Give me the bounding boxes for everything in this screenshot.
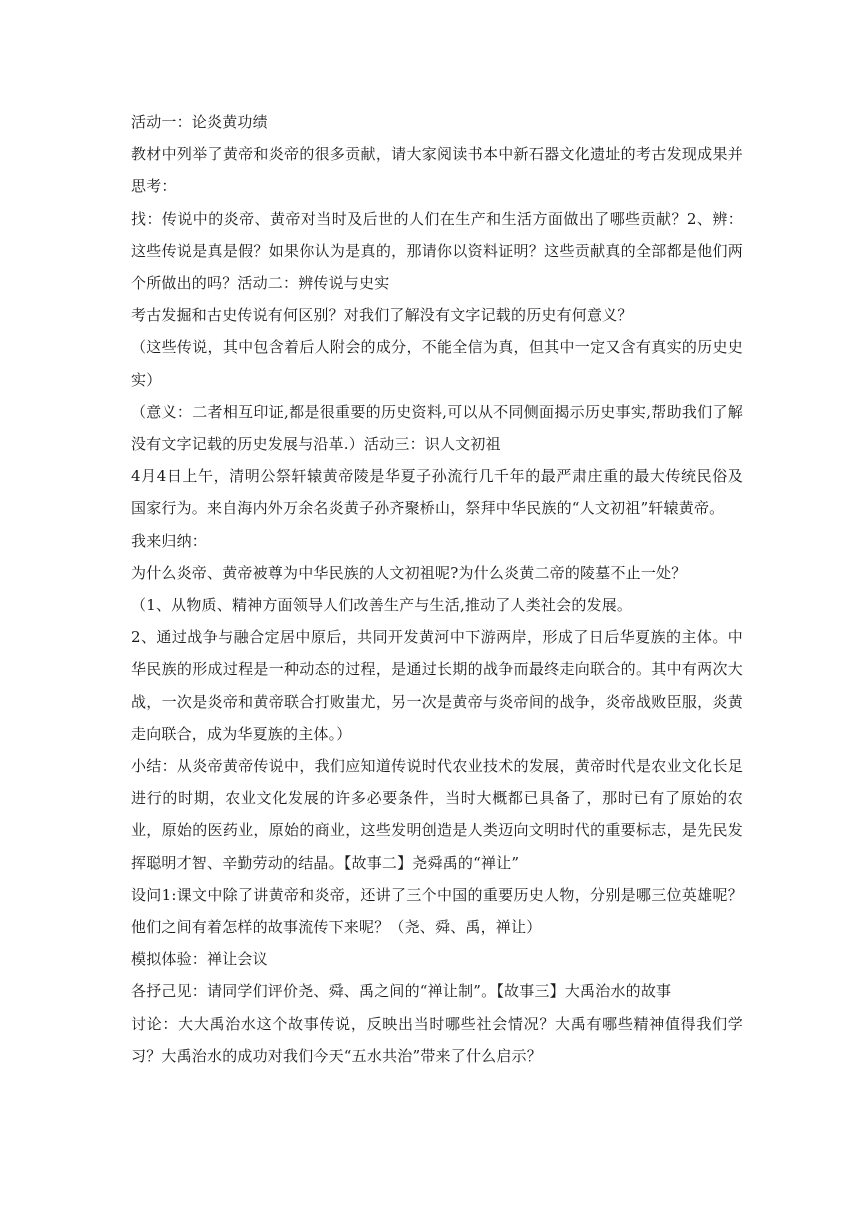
- archaeology-question-paragraph: 考古发掘和古史传说有何区别？对我们了解没有文字记载的历史有何意义？: [131, 306, 633, 325]
- document-body: [131, 106, 743, 1072]
- question-one-paragraph: 设问1:课文中除了讲黄帝和炎帝，还讲了三个中国的重要历史人物，分别是哪三位英雄呢？他们之间有着怎样的故事流传下来呢？（尧、舜、禹，禅让）: [131, 885, 743, 937]
- ancestor-question-paragraph: 为什么炎帝、黄帝被尊为中华民族的人文初祖呢?为什么炎黄二帝的陵墓不止一处？: [131, 563, 687, 582]
- activity-one-heading: 活动一：论炎黄功绩: [131, 113, 268, 131]
- answer-point-two: 2、通过战争与融合定居中原后，共同开发黄河中下游两岸，形成了日后华夏族的主体。中华民族的形成过程是一种动态的过程，是通过长期的战争而最终走向联合的。其中有两次大战，一次是炎帝和黄帝联合打败蚩尤，另一次是黄帝与炎帝间的战争，炎帝战败臣服，炎黄走向联合，成为华夏族的主体。）: [131, 628, 743, 743]
- significance-paragraph: （意义：二者相互印证,都是很重要的历史资料,可以从不同侧面揭示历史事实,帮助我们了解没有文字记载的历史发展与沿革.）活动三：识人文初祖: [131, 402, 743, 454]
- find-and-discern-paragraph: 找：传说中的炎帝、黄帝对当时及后世的人们在生产和生活方面做出了哪些贡献？2、辨：这些传说是真是假？如果你认为是真的，那请你以资料证明？这些贡献真的全部都是他们两个所做出的吗？活动二：辨传说与史实: [131, 209, 743, 293]
- simulation-line: 模拟体验：禅让会议: [131, 950, 268, 969]
- conclusion-paragraph: 小结：从炎帝黄帝传说中，我们应知道传说时代农业技术的发展，黄帝时代是农业文化长足进行的时期，农业文化发展的许多必要条件，当时大概都已具备了，那时已有了原始的农业，原始的医药业，原始的商业，这些发明创造是人类迈向文明时代的重要标志，是先民发挥聪明才智、辛勤劳动的结晶。【故事二】尧舜禹的“禅让”: [131, 757, 743, 872]
- qingming-ceremony-paragraph: 4月4日上午，清明公祭轩辕黄帝陵是华夏子孙流行几千年的最严肃庄重的最大传统民俗及国家行为。来自海内外万余名炎黄子孙齐聚桥山，祭拜中华民族的“人文初祖”轩辕黄帝。: [131, 467, 743, 518]
- legend-note-paragraph: （这些传说，其中包含着后人附会的成分，不能全信为真，但其中一定又含有真实的历史史实）: [131, 338, 743, 389]
- opinion-paragraph: 各抒己见：请同学们评价尧、舜、禹之间的“禅让制”。【故事三】大禹治水的故事: [131, 982, 672, 1001]
- textbook-intro-paragraph: 教材中列举了黄帝和炎帝的很多贡献，请大家阅读书本中新石器文化遗址的考古发现成果并思考：: [131, 145, 743, 196]
- answer-point-one: （1、从物质、精神方面领导人们改善生产与生活,推动了人类社会的发展。: [131, 596, 633, 615]
- summary-prompt-line: 我来归纳：: [131, 531, 208, 550]
- discussion-paragraph: 讨论：大大禹治水这个故事传说，反映出当时哪些社会情况？大禹有哪些精神值得我们学习？大禹治水的成功对我们今天“五水共治”带来了什么启示？: [131, 1014, 743, 1065]
